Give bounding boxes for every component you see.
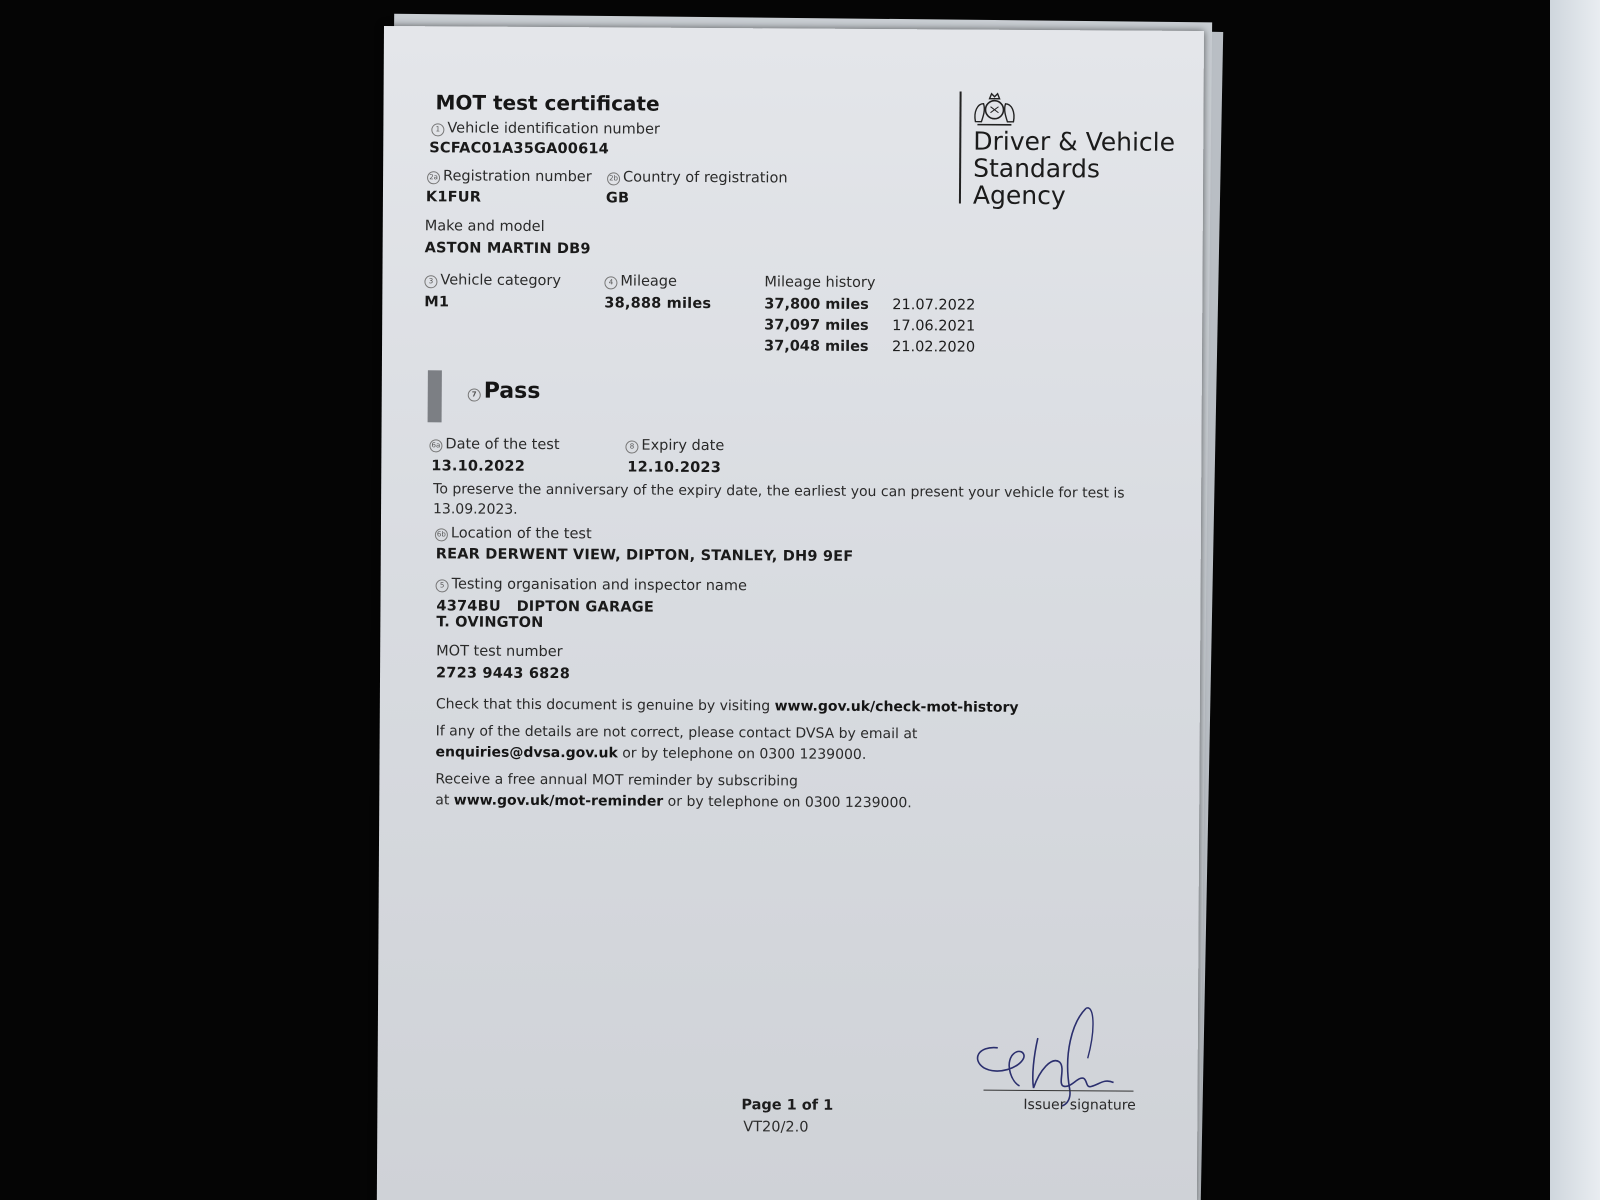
agency-divider (959, 92, 962, 204)
contact-text-line2: enquiries@dvsa.gov.uk or by telephone on 0300 1239000. (435, 744, 867, 763)
dvsa-email-link[interactable]: enquiries@dvsa.gov.uk (435, 744, 618, 762)
testing-org-value (436, 598, 654, 615)
category-value: M1 (424, 294, 450, 311)
mileage-history-label: Mileage history (764, 274, 876, 292)
inspector-name: T. OVINGTON (436, 614, 544, 631)
expiry-value: 12.10.2023 (627, 459, 722, 477)
mot-reminder-link[interactable]: www.gov.uk/mot-reminder (453, 792, 664, 810)
test-number-value: 2723 9443 6828 (435, 665, 571, 683)
adjacent-paper-edge (1550, 0, 1600, 1200)
mot-certificate (377, 26, 1204, 1200)
mileage-history-row: 37,800 miles 21.07.2022 (764, 296, 976, 314)
mileage-history-table (764, 296, 975, 360)
check-mot-history-link[interactable]: www.gov.uk/check-mot-history (774, 698, 1019, 716)
field-number: 6a (429, 439, 442, 452)
agency-line: Driver & Vehicle (973, 126, 1176, 157)
registration-label: 2a Registration number (427, 168, 592, 185)
anniversary-note: To preserve the anniversary of the expiry date, the earliest you can present your vehicle for test is (433, 481, 1125, 502)
make-model-label: Make and model (424, 218, 545, 235)
check-genuine-text: Check that this document is genuine by visiting www.gov.uk/check-mot-history (435, 696, 1019, 716)
vin-value: SCFAC01A35GA00614 (429, 140, 610, 158)
mileage-history-row: 37,097 miles 17.06.2021 (764, 317, 976, 335)
test-result: 7 Pass (468, 379, 541, 404)
test-date-value: 13.10.2022 (431, 458, 526, 475)
field-number: 2a (427, 171, 440, 184)
registration-value: K1FUR (425, 189, 482, 206)
form-code: VT20/2.0 (743, 1119, 809, 1136)
agency-line: Agency (972, 180, 1066, 211)
testing-station-code: 4374BU (436, 598, 501, 615)
test-number-label: MOT test number (436, 643, 563, 661)
result-marker (428, 370, 442, 422)
field-number: 1 (431, 123, 444, 136)
contact-text: If any of the details are not correct, please contact DVSA by email at (435, 723, 918, 743)
agency-name (973, 128, 1193, 210)
location-value: REAR DERWENT VIEW, DIPTON, STANLEY, DH9 9EF (435, 546, 854, 565)
testing-org-label: 5 Testing organisation and inspector name (436, 576, 747, 594)
field-number: 2b (607, 172, 620, 185)
reminder-text-line2: at www.gov.uk/mot-reminder or by telephone on 0300 1239000. (435, 792, 912, 812)
page-number: Page 1 of 1 (741, 1097, 834, 1114)
vin-label: 1 Vehicle identification number (431, 120, 660, 137)
field-number: 4 (604, 276, 617, 289)
garage-name: DIPTON GARAGE (516, 598, 655, 616)
issuer-signature-label: Issuer signature (1023, 1096, 1136, 1114)
mileage-history-row: 37,048 miles 21.02.2020 (764, 338, 976, 356)
reminder-text: Receive a free annual MOT reminder by subscribing (435, 771, 799, 790)
anniversary-date: 13.09.2023. (432, 501, 518, 518)
issuer-signature (967, 998, 1148, 1109)
mileage-value: 38,888 miles (604, 295, 712, 313)
field-number: 5 (436, 579, 449, 592)
field-number: 3 (424, 275, 437, 288)
document-title: MOT test certificate (435, 90, 660, 116)
location-label: 6b Location of the test (435, 525, 592, 542)
field-number: 8 (625, 440, 638, 453)
field-number: 7 (468, 389, 481, 402)
royal-coat-of-arms-icon (969, 88, 1019, 128)
category-label: 3 Vehicle category (424, 272, 561, 289)
mileage-label: 4 Mileage (604, 273, 677, 289)
make-model-value: ASTON MARTIN DB9 (424, 240, 591, 258)
country-value: GB (605, 190, 630, 207)
expiry-label: 8 Expiry date (625, 437, 724, 454)
country-label: 2b Country of registration (607, 169, 788, 186)
agency-line: Standards (973, 153, 1100, 184)
field-number: 6b (435, 528, 448, 541)
test-date-label: 6a Date of the test (429, 436, 559, 453)
